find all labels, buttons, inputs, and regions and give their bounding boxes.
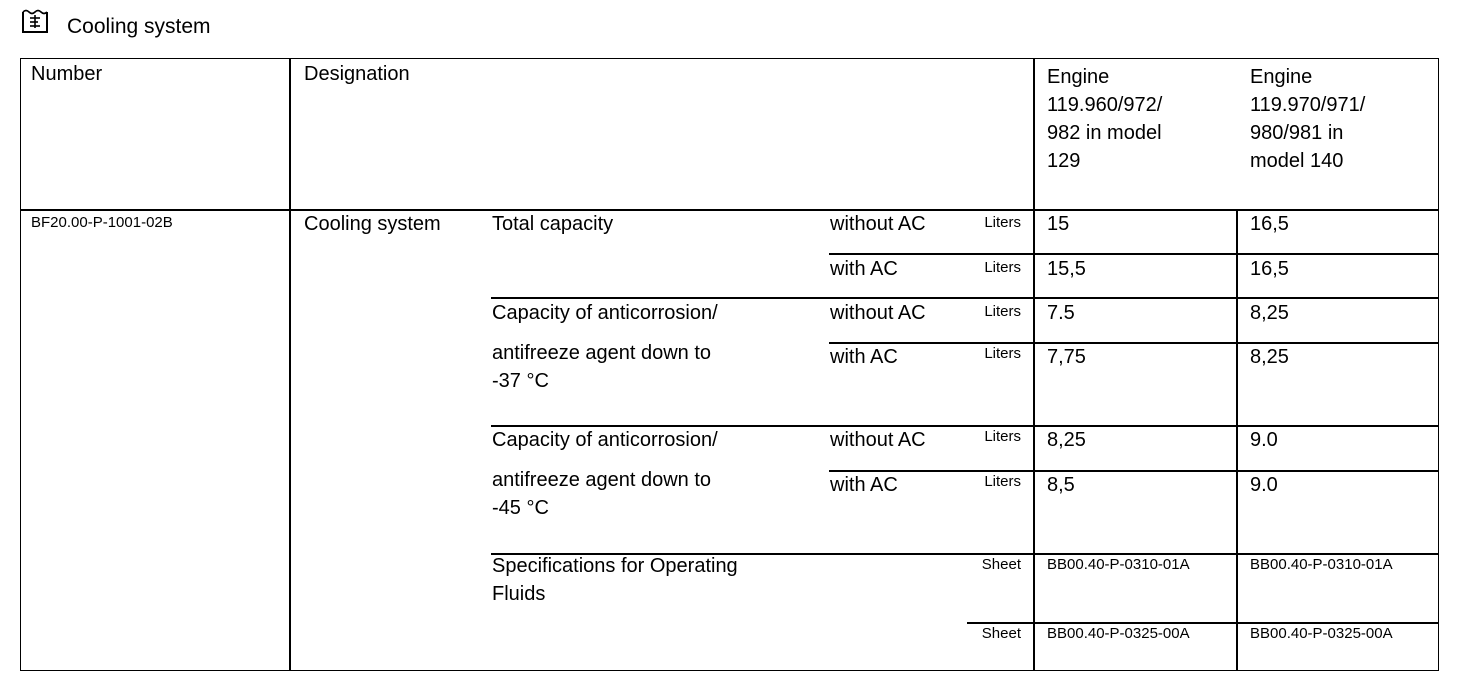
column-header-engine-b: Engine 119.970/971/ 980/981 in model 140 (1250, 66, 1366, 172)
value-engine-a: 15,5 (1047, 258, 1086, 280)
document-number: BF20.00-P-1001-02B (31, 214, 173, 231)
col-divider (1236, 209, 1238, 670)
unit-label: Liters (984, 473, 1021, 490)
condition-label: with AC (830, 258, 898, 280)
unit-label: Liters (984, 345, 1021, 362)
value-engine-b: 16,5 (1250, 213, 1289, 235)
item-label: antifreeze agent down to (492, 469, 712, 491)
specs-table (20, 58, 1439, 671)
group-label: Cooling system (304, 213, 441, 235)
value-engine-b: 9.0 (1250, 429, 1278, 451)
value-engine-b: BB00.40-P-0325-00A (1250, 625, 1393, 642)
unit-label: Liters (984, 428, 1021, 445)
value-engine-b: 9.0 (1250, 474, 1278, 496)
value-engine-a: 15 (1047, 213, 1070, 235)
unit-label: Liters (984, 303, 1021, 320)
column-header-designation: Designation (304, 63, 410, 85)
row-divider (829, 342, 1438, 344)
item-label: Specifications for Operating (492, 555, 738, 577)
item-label: -37 °C (492, 370, 549, 392)
item-label: -45 °C (492, 497, 549, 519)
item-label: Fluids (492, 583, 546, 605)
unit-label: Liters (984, 214, 1021, 231)
row-divider (829, 470, 1438, 472)
value-engine-a: 7,75 (1047, 346, 1086, 368)
condition-label: with AC (830, 474, 898, 496)
item-label: Total capacity (492, 213, 614, 235)
page-title: Cooling system (67, 15, 211, 38)
column-header-number: Number (31, 63, 103, 85)
coolant-reservoir-icon (20, 6, 50, 36)
condition-label: without AC (830, 213, 926, 235)
value-engine-a: 8,5 (1047, 474, 1075, 496)
item-label: Capacity of anticorrosion/ (492, 302, 718, 324)
value-engine-a: 7.5 (1047, 302, 1075, 324)
value-engine-b: 8,25 (1250, 346, 1289, 368)
value-engine-a: BB00.40-P-0325-00A (1047, 625, 1190, 642)
row-divider (829, 253, 1438, 255)
column-header-engine-a: Engine 119.960/972/ 982 in model 129 (1047, 66, 1163, 172)
item-label: Capacity of anticorrosion/ (492, 429, 718, 451)
value-engine-b: 16,5 (1250, 258, 1289, 280)
condition-label: with AC (830, 346, 898, 368)
unit-label: Sheet (981, 556, 1021, 573)
header-divider (21, 209, 1438, 211)
condition-label: without AC (830, 302, 926, 324)
col-divider (289, 59, 291, 670)
col-divider (1033, 59, 1035, 670)
value-engine-a: BB00.40-P-0310-01A (1047, 556, 1190, 573)
value-engine-b: 8,25 (1250, 302, 1289, 324)
unit-label: Liters (984, 259, 1021, 276)
unit-label: Sheet (981, 625, 1021, 642)
value-engine-b: BB00.40-P-0310-01A (1250, 556, 1393, 573)
item-label: antifreeze agent down to (492, 342, 712, 364)
condition-label: without AC (830, 429, 926, 451)
value-engine-a: 8,25 (1047, 429, 1086, 451)
